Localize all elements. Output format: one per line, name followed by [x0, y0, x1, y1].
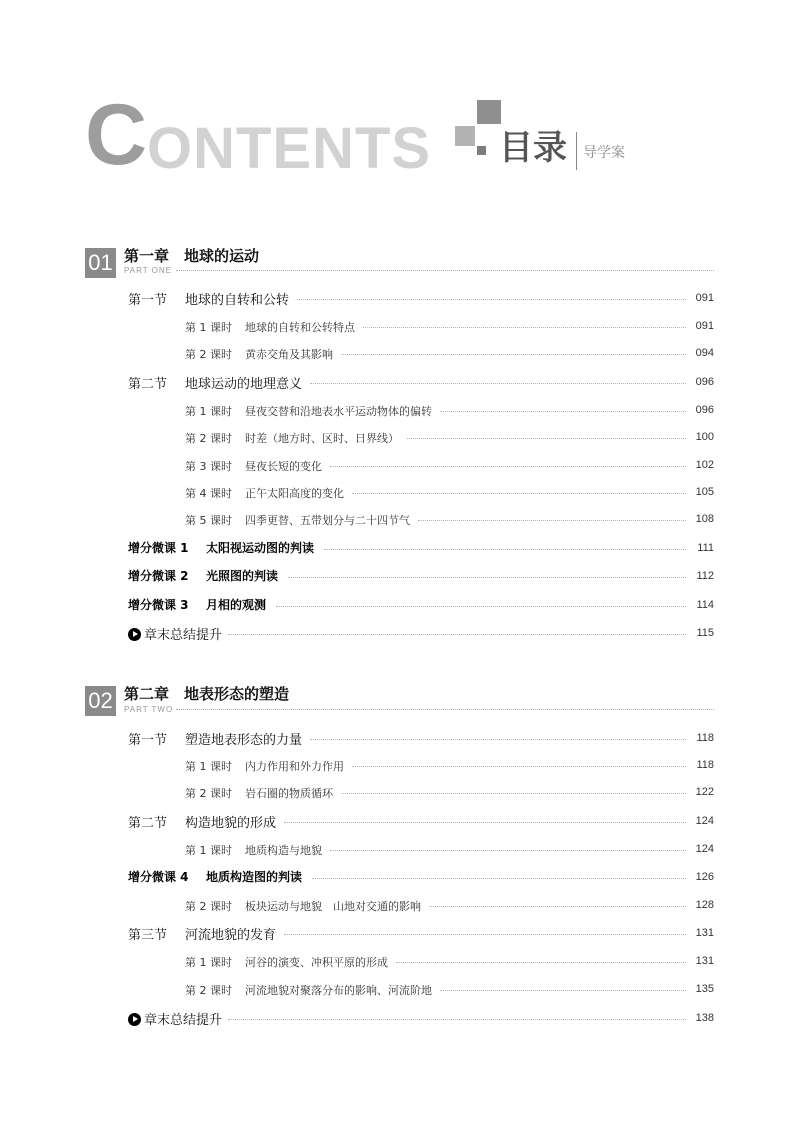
decor-square-icon — [477, 146, 486, 155]
microlesson-number: 增分微课 2 — [128, 569, 189, 583]
lesson-title: 板块运动与地貌 山地对交通的影响 — [245, 900, 421, 913]
section-title: 构造地貌的形成 — [185, 816, 277, 831]
page-number: 122 — [695, 786, 714, 798]
toc-row[interactable] — [0, 924, 799, 942]
leader-dots — [440, 411, 686, 412]
toc-row[interactable] — [0, 539, 799, 557]
page-number: 096 — [695, 376, 714, 388]
lesson-title: 地质构造与地貌 — [245, 844, 322, 857]
lesson-number: 第 1 课时 — [185, 405, 232, 418]
toc-row[interactable] — [0, 980, 799, 998]
chapter-part-label: PART TWO — [124, 705, 174, 714]
lesson-number: 第 1 课时 — [185, 321, 232, 334]
lesson-title: 四季更替、五带划分与二十四节气 — [245, 514, 410, 527]
section-number: 第三节 — [128, 928, 168, 943]
leader-dots — [352, 766, 686, 767]
page-number: 105 — [695, 486, 714, 498]
microlesson-number: 增分微课 4 — [128, 870, 189, 884]
decor-square-icon — [477, 100, 501, 124]
lesson-number: 第 3 课时 — [185, 460, 232, 473]
page-number: 094 — [695, 347, 714, 359]
leader-dots — [228, 1019, 686, 1020]
leader-dots — [312, 878, 686, 879]
microlesson-number: 增分微课 3 — [128, 598, 189, 612]
page-number: 108 — [695, 513, 714, 525]
header-divider — [576, 132, 577, 170]
contents-header — [85, 87, 705, 183]
lesson-number: 第 2 课时 — [185, 348, 232, 361]
lesson-number: 第 1 课时 — [185, 956, 232, 969]
page-number: 126 — [695, 871, 714, 883]
lesson-number: 第 5 课时 — [185, 514, 232, 527]
page-number: 112 — [696, 570, 714, 582]
lesson-title: 黄赤交角及其影响 — [245, 348, 333, 361]
microlesson-title: 月相的观测 — [206, 598, 267, 612]
leader-dots — [228, 634, 686, 635]
page-number: 131 — [695, 955, 714, 967]
page-number: 115 — [696, 627, 714, 639]
chapter-title: 第二章 地表形态的塑造 — [124, 685, 290, 703]
decor-square-icon — [455, 126, 475, 146]
leader-dots — [396, 962, 686, 963]
section-title: 地球的自转和公转 — [185, 293, 290, 308]
toc-row[interactable] — [0, 428, 799, 446]
page-number: 135 — [695, 983, 714, 995]
toc-row[interactable] — [0, 596, 799, 614]
toc-row[interactable] — [0, 812, 799, 830]
section-number: 第二节 — [128, 816, 168, 831]
page-number: 124 — [695, 843, 714, 855]
section-number: 第二节 — [128, 377, 168, 392]
lesson-number: 第 1 课时 — [185, 844, 232, 857]
toc-row[interactable] — [0, 783, 799, 801]
section-title: 塑造地表形态的力量 — [185, 733, 303, 748]
toc-row[interactable] — [0, 729, 799, 747]
leader-dots — [440, 990, 686, 991]
toc-row[interactable] — [0, 344, 799, 362]
page-number: 124 — [695, 815, 714, 827]
page-number: 096 — [695, 404, 714, 416]
page-number: 100 — [695, 431, 714, 443]
toc-row[interactable] — [0, 510, 799, 528]
section-number: 第一节 — [128, 733, 168, 748]
lesson-title: 岩石圈的物质循环 — [245, 787, 333, 800]
lesson-title: 河流地貌对聚落分布的影响、河流阶地 — [245, 984, 432, 997]
toc-row[interactable] — [0, 756, 799, 774]
page-number: 091 — [695, 320, 714, 332]
play-circle-icon — [128, 1013, 141, 1026]
leader-dots — [418, 520, 686, 521]
lesson-number: 第 2 课时 — [185, 984, 232, 997]
header-subtitle: 导学案 — [583, 145, 625, 161]
leader-dots — [407, 438, 686, 439]
play-circle-icon — [128, 628, 141, 641]
lesson-title: 正午太阳高度的变化 — [245, 487, 344, 500]
chapter-summary-label — [128, 1009, 222, 1028]
toc-row[interactable] — [0, 868, 799, 886]
page-number: 138 — [695, 1012, 714, 1024]
summary-text: 章末总结提升 — [144, 628, 223, 643]
page-number: 114 — [696, 599, 714, 611]
leader-dots — [310, 739, 686, 740]
lesson-title: 河谷的演变、冲积平原的形成 — [245, 956, 388, 969]
microlesson-title: 光照图的判读 — [206, 569, 279, 583]
leader-dots — [330, 850, 686, 851]
toc-row[interactable] — [0, 567, 799, 585]
toc-row[interactable] — [0, 840, 799, 858]
leader-dots — [284, 822, 686, 823]
contents-word: ONTENTS — [147, 116, 432, 181]
page-number: 118 — [696, 732, 714, 744]
chapter-title: 第一章 地球的运动 — [124, 247, 260, 265]
lesson-number: 第 2 课时 — [185, 900, 232, 913]
summary-text: 章末总结提升 — [144, 1013, 223, 1028]
lesson-number: 第 2 课时 — [185, 432, 232, 445]
lesson-title: 时差（地方时、区时、日界线） — [245, 432, 399, 445]
toc-row[interactable] — [0, 624, 799, 642]
toc-row[interactable] — [0, 401, 799, 419]
lesson-title: 昼夜交替和沿地表水平运动物体的偏转 — [245, 405, 432, 418]
leader-dots — [324, 549, 686, 550]
page-number: 118 — [696, 759, 714, 771]
microlesson-number: 增分微课 1 — [128, 541, 189, 555]
leader-dots — [276, 606, 686, 607]
lesson-number: 第 4 课时 — [185, 487, 232, 500]
leader-dots — [330, 466, 686, 467]
page-number: 131 — [695, 927, 714, 939]
lesson-title: 昼夜长短的变化 — [245, 460, 322, 473]
leader-dots — [297, 299, 686, 300]
lesson-title: 地球的自转和公转特点 — [245, 321, 355, 334]
toc-row[interactable] — [0, 373, 799, 391]
leader-dots — [310, 383, 686, 384]
toc-row[interactable] — [0, 952, 799, 970]
contents-big-letter: C — [85, 87, 148, 183]
lesson-title: 内力作用和外力作用 — [245, 760, 344, 773]
page-number: 128 — [695, 899, 714, 911]
chapter-divider — [176, 709, 714, 710]
toc-row[interactable] — [0, 289, 799, 307]
section-title: 河流地貌的发育 — [185, 928, 277, 943]
page-number: 111 — [697, 542, 714, 554]
page-number: 102 — [695, 459, 714, 471]
leader-dots — [341, 354, 686, 355]
chapter-summary-label — [128, 624, 222, 643]
mulu-title: 目录 — [499, 128, 567, 168]
toc-row[interactable] — [0, 896, 799, 914]
lesson-number: 第 2 课时 — [185, 787, 232, 800]
page-number: 091 — [695, 292, 714, 304]
leader-dots — [363, 327, 686, 328]
microlesson-title: 太阳视运动图的判读 — [206, 541, 315, 555]
toc-row[interactable] — [0, 317, 799, 335]
lesson-number: 第 1 课时 — [185, 760, 232, 773]
chapter-divider — [176, 270, 714, 271]
toc-row[interactable] — [0, 1009, 799, 1027]
leader-dots — [352, 493, 686, 494]
leader-dots — [341, 793, 686, 794]
microlesson-title: 地质构造图的判读 — [206, 870, 303, 884]
leader-dots — [284, 934, 686, 935]
chapter-number: 02 — [85, 686, 116, 716]
section-number: 第一节 — [128, 293, 168, 308]
section-title: 地球运动的地理意义 — [185, 377, 303, 392]
toc-row[interactable] — [0, 456, 799, 474]
toc-row[interactable] — [0, 483, 799, 501]
leader-dots — [288, 577, 686, 578]
chapter-part-label: PART ONE — [124, 266, 173, 275]
chapter-number: 01 — [85, 248, 116, 278]
leader-dots — [429, 906, 686, 907]
